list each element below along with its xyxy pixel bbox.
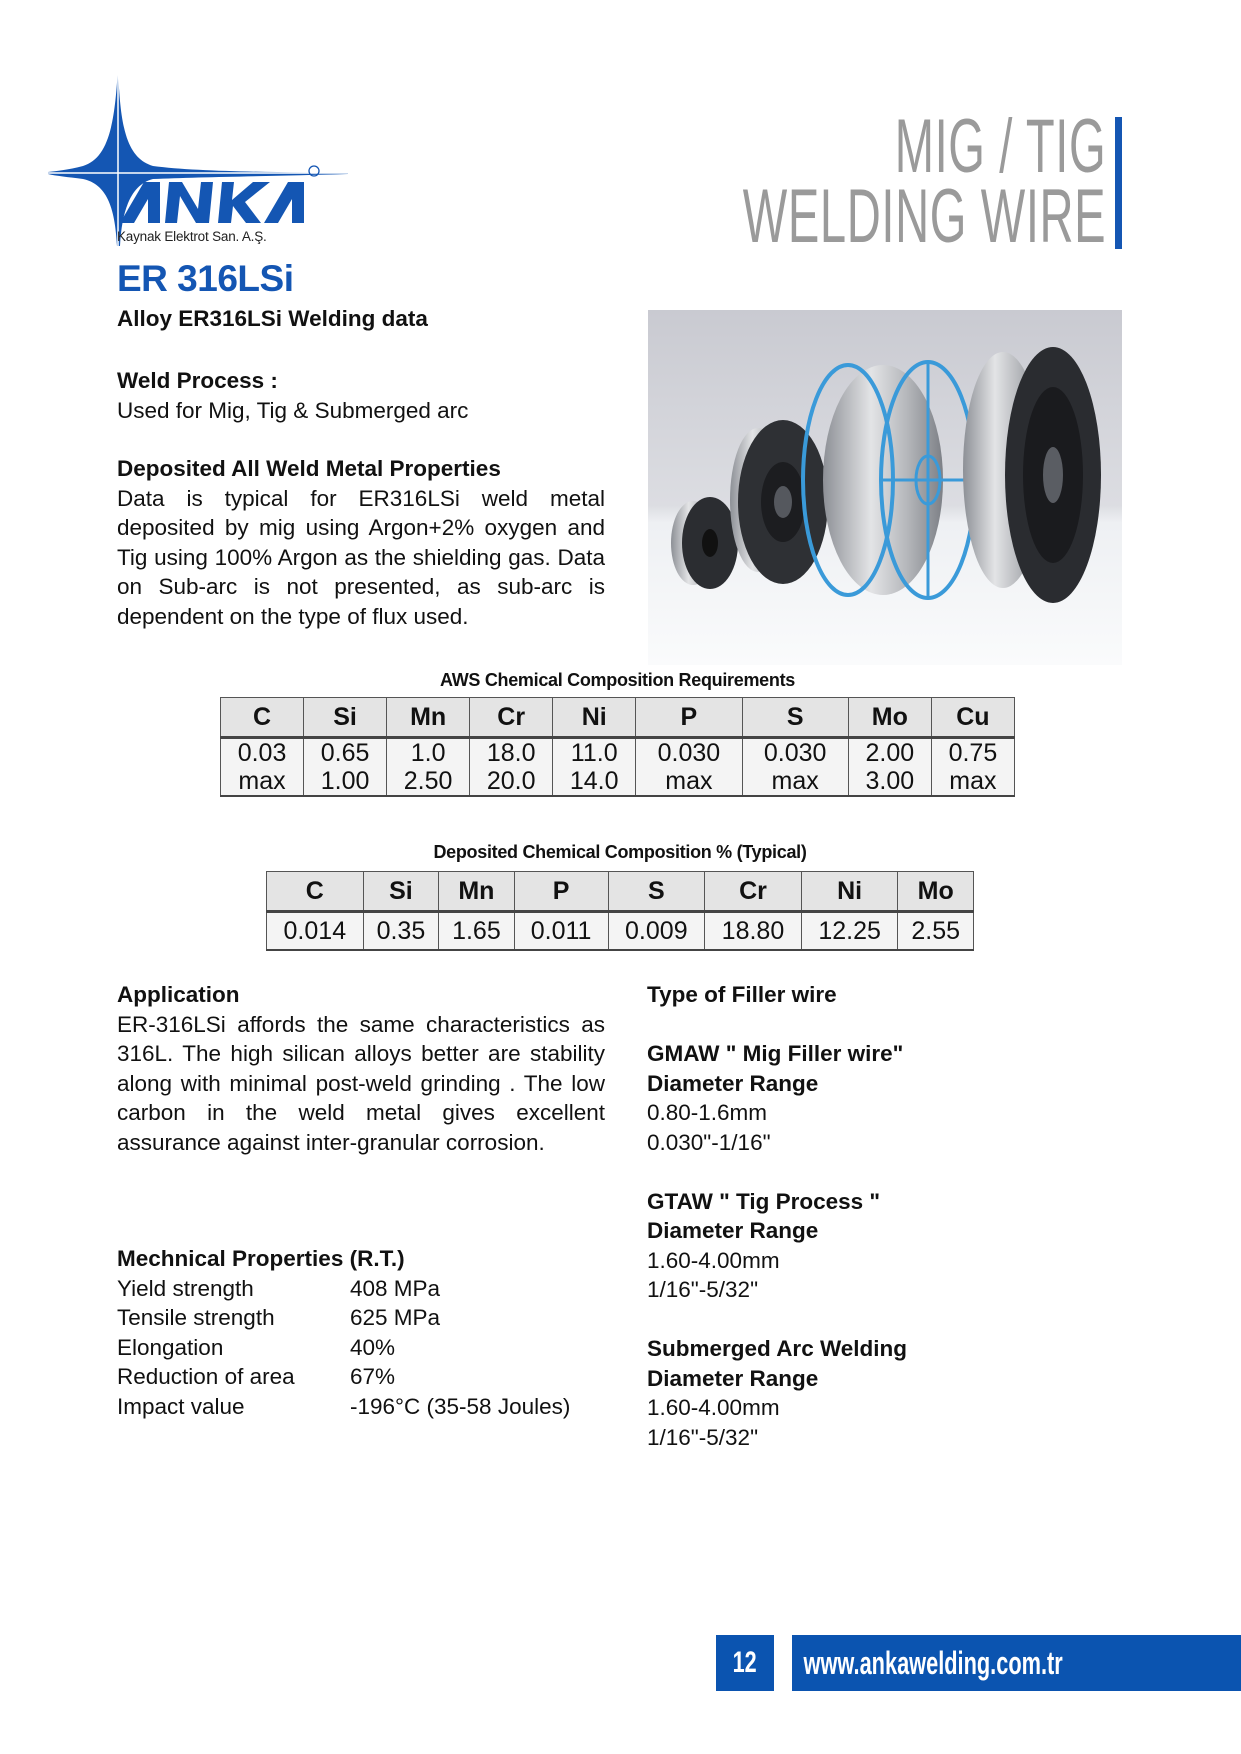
property-label: Reduction of area [117, 1364, 295, 1389]
property-label: Elongation [117, 1334, 224, 1360]
filler-group-title: GMAW " Mig Filler wire" [647, 1041, 904, 1066]
diameter-inch: 1/16"-5/32" [647, 1277, 759, 1302]
weld-process-text: Used for Mig, Tig & Submerged arc [117, 397, 469, 423]
application-section [117, 980, 605, 1157]
table-header-cell: Mn [439, 872, 515, 912]
filler-group [647, 1187, 1067, 1305]
table-header-cell: Mn [387, 698, 470, 738]
weld-process-heading: Weld Process : [117, 368, 278, 393]
table-header-cell: S [608, 872, 705, 912]
weld-process-section [117, 366, 605, 425]
filler-group-subtitle: Diameter Range [647, 1070, 819, 1096]
table-cell: max [742, 767, 848, 796]
property-value: 40% [350, 1334, 396, 1360]
table-header-cell: S [742, 698, 848, 738]
title-line-1: MIG / TIG [894, 104, 1106, 189]
mechanical-properties-section [117, 1244, 605, 1421]
deposited-properties-text: Data is typical for ER316LSi weld metal deposited by mig using Argon+2% oxygen and Tig using 100% Argon as the shielding gas. Data on Sub-arc is not presented, as sub-arc is dependent on the type of flux used. [117, 485, 605, 629]
property-label: Yield strength [117, 1275, 254, 1301]
filler-heading: Type of Filler wire [647, 982, 837, 1007]
table-cell: 1.65 [439, 912, 515, 951]
page-number [716, 1635, 774, 1691]
property-label: Tensile strength [117, 1305, 275, 1330]
product-code: ER 316LSi [117, 258, 294, 299]
table-header-cell: P [636, 698, 742, 738]
deposited-table-caption: Deposited Chemical Composition % (Typical) [433, 842, 807, 862]
page-number-text: 12 [732, 1646, 758, 1679]
table-header-cell: C [267, 872, 364, 912]
deposited-properties-heading: Deposited All Weld Metal Properties [117, 456, 501, 481]
mechanical-heading: Mechnical Properties (R.T.) [117, 1246, 405, 1271]
table-cell: 2.00 [848, 738, 931, 768]
table-header-cell: Mo [848, 698, 931, 738]
property-value: 625 MPa [350, 1305, 441, 1330]
table-header-cell: Cu [931, 698, 1014, 738]
table-header-cell: Mo [898, 872, 974, 912]
property-value: 67% [350, 1364, 396, 1389]
diameter-mm: 0.80-1.6mm [647, 1100, 768, 1125]
anka-logo [48, 66, 348, 246]
aws-composition-table [220, 697, 1015, 797]
table-cell: max [221, 767, 304, 796]
diameter-mm: 1.60-4.00mm [647, 1247, 780, 1273]
table-cell: 2.55 [898, 912, 974, 951]
table-cell: 14.0 [553, 767, 636, 796]
table-cell: 20.0 [470, 767, 553, 796]
product-subtitle: Alloy ER316LSi Welding data [117, 306, 428, 331]
filler-group [647, 1039, 1067, 1157]
table-cell: 0.03 [221, 738, 304, 768]
mechanical-property-row [117, 1274, 605, 1304]
footer-url-text[interactable]: www.ankawelding.com.tr [803, 1644, 1063, 1681]
filler-group-subtitle: Diameter Range [647, 1365, 819, 1391]
page-title [520, 104, 1106, 259]
table-cell: 0.030 [742, 738, 848, 768]
table-header-cell: Si [363, 872, 439, 912]
mechanical-property-row [117, 1392, 605, 1422]
mechanical-property-row [117, 1362, 605, 1392]
filler-group-title: GTAW " Tig Process " [647, 1188, 881, 1214]
table-cell: 12.25 [801, 912, 898, 951]
table-cell: 0.65 [304, 738, 387, 768]
table-cell: max [931, 767, 1014, 796]
table-header-cell: Cr [470, 698, 553, 738]
table-cell: max [636, 767, 742, 796]
table-header-cell: Si [304, 698, 387, 738]
table-cell: 18.80 [705, 912, 802, 951]
table-cell: 2.50 [387, 767, 470, 796]
application-text: ER-316LSi affords the same characteristics as 316L. The high silican alloys better are stability along with minimal post-weld grinding . The low carbon in the weld metal gives excellent assurance against inter-granular corrosion. [117, 1011, 605, 1155]
table-cell: 0.35 [363, 912, 439, 951]
property-label: Impact value [117, 1393, 245, 1419]
filler-wire-section [647, 980, 1067, 1452]
mechanical-property-row [117, 1303, 605, 1333]
deposited-composition-table [266, 871, 974, 951]
table-cell: 0.75 [931, 738, 1014, 768]
filler-group-title: Submerged Arc Welding [647, 1336, 908, 1361]
diameter-mm: 1.60-4.00mm [647, 1395, 780, 1420]
title-line-2: WELDING WIRE [742, 174, 1106, 259]
property-value: 408 MPa [350, 1275, 441, 1301]
mechanical-property-row [117, 1333, 605, 1363]
table-header-cell: Ni [553, 698, 636, 738]
title-accent-bar [1115, 117, 1122, 249]
footer-website-link[interactable] [792, 1635, 1241, 1691]
deposited-properties-section [117, 454, 605, 631]
aws-table-caption: AWS Chemical Composition Requirements [440, 670, 795, 690]
table-cell: 18.0 [470, 738, 553, 768]
logo-wordmark [120, 182, 304, 223]
property-value: -196°C (35-58 Joules) [350, 1393, 571, 1419]
table-cell: 0.014 [267, 912, 364, 951]
filler-group [647, 1334, 1067, 1452]
diameter-inch: 1/16"-5/32" [647, 1424, 759, 1450]
diameter-inch: 0.030"-1/16" [647, 1129, 771, 1155]
table-cell: 0.009 [608, 912, 705, 951]
table-header-cell: C [221, 698, 304, 738]
table-header-cell: Cr [705, 872, 802, 912]
table-cell: 11.0 [553, 738, 636, 768]
filler-group-subtitle: Diameter Range [647, 1218, 819, 1243]
table-header-cell: Ni [801, 872, 898, 912]
table-cell: 3.00 [848, 767, 931, 796]
table-header-cell: P [514, 872, 608, 912]
welding-wire-spools-photo [648, 310, 1122, 665]
table-cell: 1.00 [304, 767, 387, 796]
table-cell: 0.030 [636, 738, 742, 768]
logo-tagline: Kaynak Elektrot San. A.Ş. [117, 229, 267, 244]
table-cell: 1.0 [387, 738, 470, 768]
application-heading: Application [117, 982, 240, 1007]
table-cell: 0.011 [514, 912, 608, 951]
